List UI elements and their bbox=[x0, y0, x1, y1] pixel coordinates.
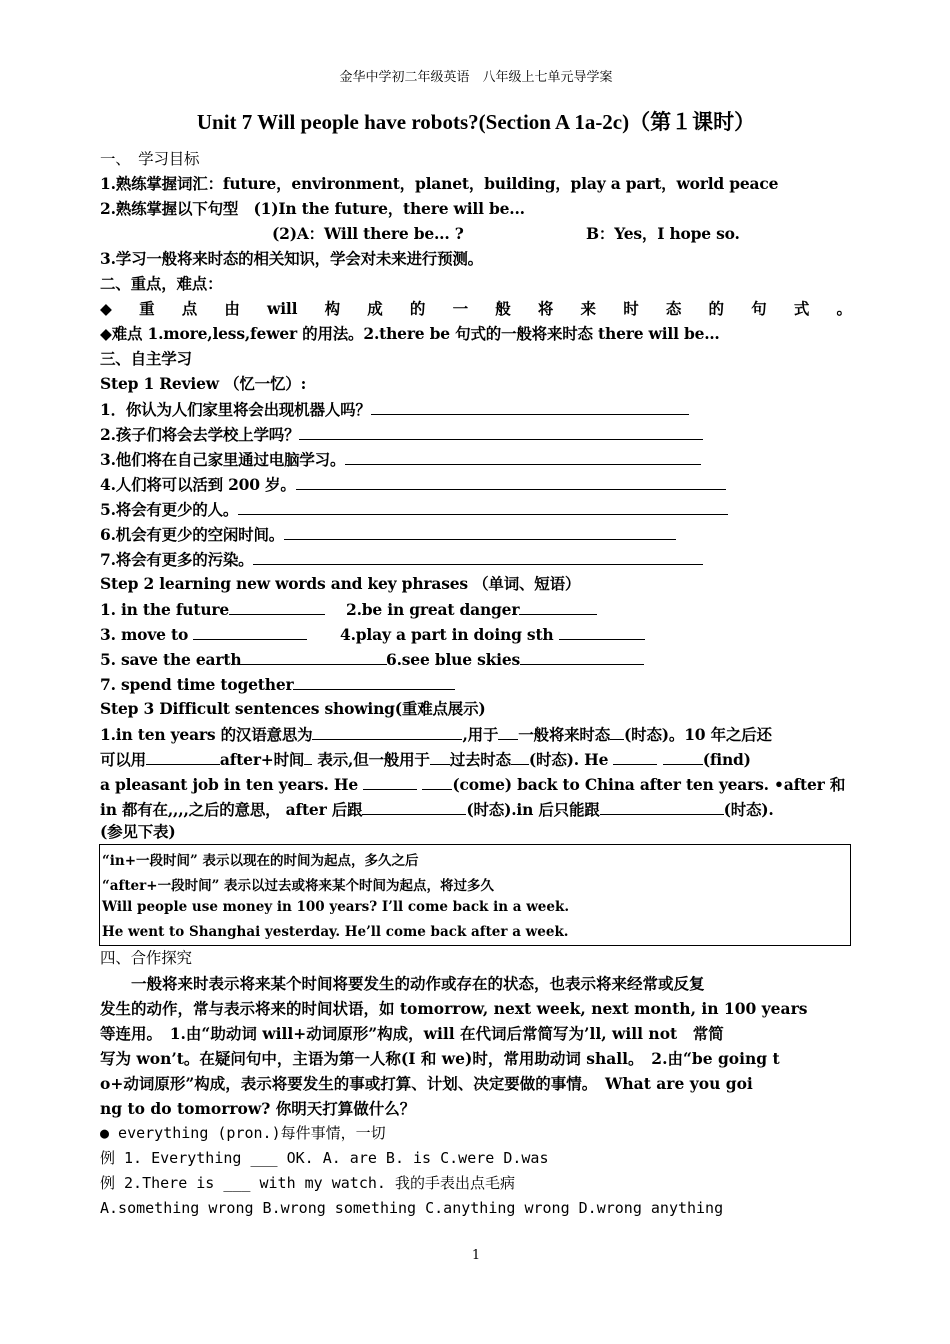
comparison-table bbox=[99, 844, 851, 946]
step3-line-2: 可以用 after+时间 表示,但一般用于 过去时态 (时态). He (find) bbox=[100, 747, 852, 772]
step3-line-1: 1.in ten years 的汉语意思为 ,用于 一般将来时态 (时态)。10 年之后还 bbox=[100, 722, 852, 747]
key-point-char: 由 bbox=[224, 299, 240, 318]
step2-row-3: 5. save the earth 6.see blue skies bbox=[100, 647, 852, 672]
example-2-options: A.something wrong B.wrong something C.anything wrong D.wrong anything bbox=[100, 1199, 724, 1217]
step3-title: Step 3 Difficult sentences showing(重难点展示) bbox=[100, 699, 486, 718]
key-point-char: 一 bbox=[452, 299, 468, 318]
key-point-char: 成 bbox=[367, 299, 383, 318]
page-title: Unit 7 Will people have robots?(Section A 1a-2c)（第１课时） bbox=[196, 110, 756, 134]
key-point-char: 时 bbox=[623, 299, 639, 318]
table-row: He went to Shanghai yesterday. He’ll come back after a week. bbox=[102, 924, 569, 940]
key-point-char: 句 bbox=[751, 299, 767, 318]
key-point-char: 构 bbox=[324, 299, 340, 318]
key-point-char: 般 bbox=[495, 299, 511, 318]
step1-item-6: 6.机会有更少的空闲时间。 bbox=[100, 522, 852, 547]
table-row: Will people use money in 100 years? I’ll come back in a week. bbox=[102, 899, 570, 915]
key-point-char: 式 bbox=[793, 299, 810, 318]
step1-item-5: 5.将会有更少的人。 bbox=[100, 497, 852, 522]
key-point-char: 。 bbox=[836, 299, 852, 318]
section1-heading: 一、 学习目标 bbox=[100, 150, 200, 168]
key-point-char: 将 bbox=[537, 299, 554, 318]
section4-heading: 四、合作探究 bbox=[100, 949, 192, 967]
step1-title: Step 1 Review （忆一忆）: bbox=[100, 374, 307, 393]
bullet-everything: ● everything (pron.)每件事情，一切 bbox=[100, 1124, 386, 1142]
step1-item-3: 3.他们将在自己家里通过电脑学习。 bbox=[100, 447, 852, 472]
key-point-char: 态 bbox=[665, 299, 682, 318]
example-2: 例 2.There is ___ with my watch. 我的手表出点毛病 bbox=[100, 1174, 515, 1192]
step3-line-4: in 都有在,,,,之后的意思， after 后跟 (时态).in 后只能跟 (时态). bbox=[100, 797, 852, 822]
goal-2b-left: (2)A：Will there be... ? bbox=[272, 224, 464, 243]
key-point-char: 的 bbox=[409, 299, 426, 318]
page-number: 1 bbox=[471, 1248, 481, 1263]
step2-row-4: 7. spend time together bbox=[100, 672, 852, 697]
key-point-char: 点 bbox=[181, 299, 198, 318]
step3-line-3: a pleasant job in ten years. He (come) back to China after ten years. •after 和 bbox=[100, 772, 852, 797]
step1-item-4: 4.人们将可以活到 200 岁。 bbox=[100, 472, 852, 497]
goal-2a: 2.熟练掌握以下句型 (1)In the future，there will be... bbox=[100, 199, 525, 218]
goal-2b-right: B：Yes，I hope so. bbox=[586, 224, 740, 243]
section2-heading: 二、重点，难点： bbox=[100, 274, 223, 293]
key-point-char: ◆ bbox=[100, 299, 112, 318]
key-point-char: 的 bbox=[708, 299, 724, 318]
key-point-char: 来 bbox=[580, 299, 596, 318]
table-row: “after+一段时间” 表示以过去或将来某个时间为起点，将过多久 bbox=[102, 878, 495, 894]
step1-item-1: 1．你认为人们家里将会出现机器人吗？ bbox=[100, 397, 852, 422]
page-header: 金华中学初二年级英语 八年级上七单元导学案 bbox=[339, 70, 613, 85]
step2-row-2: 3. move to 4.play a part in doing sth bbox=[100, 622, 852, 647]
key-point-char: will bbox=[267, 299, 298, 318]
table-row: “in+一段时间” 表示以现在的时间为起点，多久之后 bbox=[102, 853, 419, 869]
step1-item-7: 7.将会有更多的污染。 bbox=[100, 547, 852, 572]
goal-1: 1.熟练掌握词汇：future，environment，planet，building，play a part，world peace bbox=[100, 174, 779, 193]
key-point-line bbox=[100, 297, 852, 321]
goal-3: 3.学习一般将来时态的相关知识，学会对未来进行预测。 bbox=[100, 249, 483, 268]
section3-heading: 三、自主学习 bbox=[100, 349, 192, 368]
step2-title: Step 2 learning new words and key phrases （单词、短语） bbox=[100, 574, 581, 593]
example-1: 例 1. Everything ___ OK. A. are B. is C.were D.was bbox=[100, 1149, 549, 1167]
difficult-point: ◆难点 1.more,less,fewer 的用法。2.there be 句式的一般将来时态 there will be… bbox=[100, 324, 720, 343]
section4-paragraph: 一般将来时表示将来某个时间将要发生的动作或存在的状态，也表示将来经常或反复 发生的动作，常与表示将来的时间状语，如 tomorrow, next week, next month, in 100 years 等连用。 1.由“助动词 will+动词原形”构成，will 在代词后常简写为’ll, will not 常简 写为 won’t。在疑问句中，主语为第一人称(I 和 we)时，常用助动词 shall。 2.由“be going t o+动词原形”构成，表示将要发生的事或打算、计划、决定要做的事情。 What are you goi ng to do tomorrow? 你明天打算做什么？ bbox=[100, 974, 808, 1118]
step2-row-1: 1. in the future 2.be in great danger bbox=[100, 597, 852, 622]
key-point-char: 重 bbox=[139, 299, 155, 318]
step3-line-5: (参见下表) bbox=[100, 822, 176, 841]
step1-item-2: 2.孩子们将会去学校上学吗？ bbox=[100, 422, 852, 447]
